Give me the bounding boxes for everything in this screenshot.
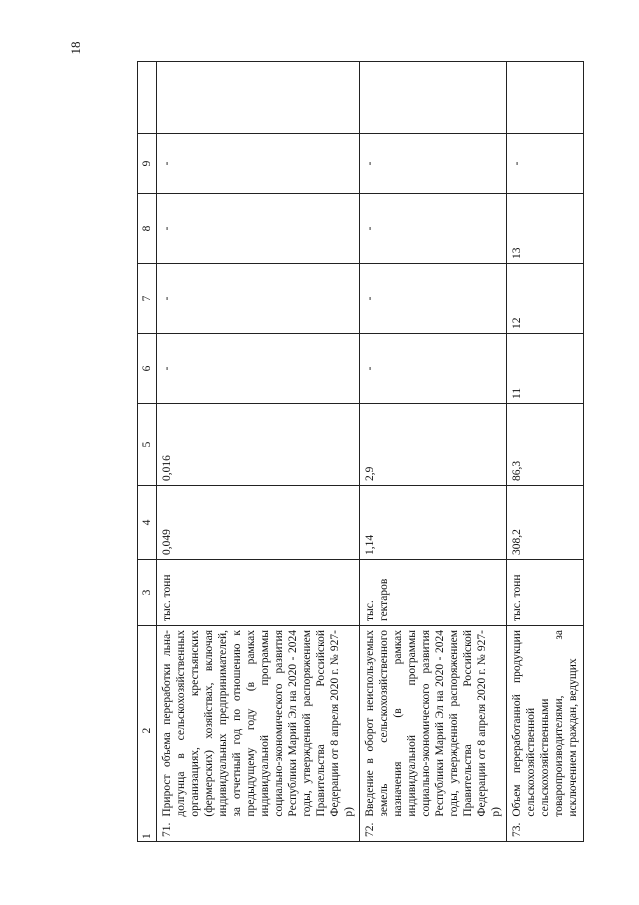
row-col-8: - bbox=[157, 194, 360, 264]
row-col-5: 0,016 bbox=[157, 404, 360, 486]
header-col-8: 8 bbox=[138, 194, 157, 264]
header-spare bbox=[138, 62, 157, 134]
row-col-6: 11 bbox=[507, 334, 584, 404]
header-col-7: 7 bbox=[138, 264, 157, 334]
row-col-5: 2,9 bbox=[360, 404, 507, 486]
row-col-9: - bbox=[157, 134, 360, 194]
table-row bbox=[507, 62, 584, 842]
row-description bbox=[507, 626, 584, 842]
header-col-4: 4 bbox=[138, 486, 157, 560]
row-spare bbox=[507, 62, 584, 134]
row-description bbox=[360, 626, 507, 842]
row-col-9: - bbox=[360, 134, 507, 194]
row-col-8: 13 bbox=[507, 194, 584, 264]
row-description bbox=[157, 626, 360, 842]
row-col-7: 12 bbox=[507, 264, 584, 334]
table-row bbox=[157, 62, 360, 842]
header-col-6: 6 bbox=[138, 334, 157, 404]
row-text: Объем переработанной продукции сельскохозяйственной сельскохозяйственными товаропроизводителями, за исключением граждан, ведущих bbox=[511, 630, 580, 817]
row-col-4: 0,049 bbox=[157, 486, 360, 560]
row-text: Прирост объема переработки льна-долгунца в сельскохозяйственных организациях, крестьянских (фермерских) хозяйствах, включая индивидуальных предпринимателей, за отчетный год по отношению к предыдущему году (в рамках индивидуальной программы социально-экономического развития Республики Марий Эл на 2020 - 2024 годы, утвержденной распоряжением Правительства Российской Федерации от 8 апреля 2020 г. № 927-р) bbox=[161, 630, 356, 817]
row-col-7: - bbox=[360, 264, 507, 334]
row-col-4: 1,14 bbox=[360, 486, 507, 560]
page-number: 18 bbox=[68, 41, 83, 55]
header-col-5: 5 bbox=[138, 404, 157, 486]
header-col-1: 1 bbox=[140, 833, 153, 839]
row-index: 73. bbox=[511, 822, 524, 837]
header-col-9: 9 bbox=[138, 134, 157, 194]
row-index: 71. bbox=[161, 822, 173, 837]
row-col-4: 308,2 bbox=[507, 486, 584, 560]
row-unit: тыс. тонн bbox=[157, 560, 360, 626]
row-spare bbox=[360, 62, 507, 134]
row-unit: тыс. гектаров bbox=[360, 560, 507, 626]
header-col-1-2 bbox=[138, 626, 157, 842]
indicators-table bbox=[137, 61, 584, 842]
header-col-2: 2 bbox=[140, 727, 153, 734]
row-unit: тыс. тонн bbox=[507, 560, 584, 626]
row-col-7: - bbox=[157, 264, 360, 334]
row-col-8: - bbox=[360, 194, 507, 264]
row-index: 72. bbox=[364, 822, 377, 837]
row-col-9: - bbox=[507, 134, 584, 194]
row-spare bbox=[157, 62, 360, 134]
header-col-3: 3 bbox=[138, 560, 157, 626]
header-row bbox=[138, 62, 157, 842]
rotated-table-sheet bbox=[137, 62, 580, 842]
row-col-6: - bbox=[360, 334, 507, 404]
row-col-6: - bbox=[157, 334, 360, 404]
row-text: Введение в оборот неиспользуемых земель сельскохозяйственного назначения (в рамках индивидуальной программы социально-экономического развития Республики Марий Эл на 2020 - 2024 годы, утвержденной распоряжением Правительства Российской Федерации от 8 апреля 2020 г. № 927-р) bbox=[364, 630, 503, 817]
row-col-5: 86,3 bbox=[507, 404, 584, 486]
table-row bbox=[360, 62, 507, 842]
